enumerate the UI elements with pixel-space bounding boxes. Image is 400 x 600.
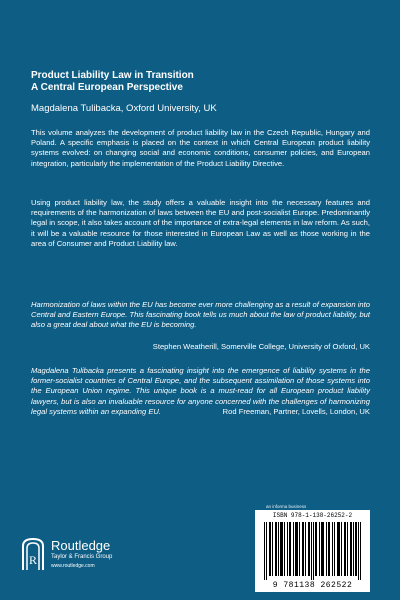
svg-text:R: R [29,553,38,567]
publisher-url: www.routledge.com [51,563,95,569]
description-paragraph-1: This volume analyzes the development of product liability law in the Czech Republic, Hungary and Poland. A specific emphasis is placed on the context in which Central European product liability systems evolved: on changing social and economic conditions, consumer policies, and European integration, particularly the implementation of the Product Liability Directive. [31,128,370,168]
book-title: Product Liability Law in Transition [31,70,194,81]
review-quote-2: Magdalena Tulibacka presents a fascinating insight into the emergence of liability systems in the former-socialist countries of Central Europe, and the subsequent assimilation of those systems into the European Union regime. This unique book is a must-read for all European product liability lawyers, but is also an invaluable resource for anyone concerned with the challenges of harmonizing legal systems within an expanding EU. [31,366,370,416]
barcode-icon [264,522,361,580]
isbn-label: ISBN 978-1-138-26252-2 [272,512,353,519]
description-paragraph-2: Using product liability law, the study offers a valuable insight into the necessary features and requirements of the harmonization of laws between the EU and post-socialist Europe. Predominantly legal in scope, it also takes account of the importance of extra-legal elements in law reform. As such, it will be a valuable resource for those interested in European Law as well as those working in the area of Consumer and Product Liability law. [31,198,370,248]
title-block [31,70,371,94]
review-quote-1: Harmonization of laws within the EU has become ever more challenging as a result of expansion into Central and Eastern Europe. This fascinating book tells us much about the law of product liability, but also a great deal about what the EU is becoming. [31,300,370,330]
barcode-panel [255,510,370,592]
review-attribution-2: Rod Freeman, Partner, Lovells, London, UK [222,407,370,416]
publisher-name: Routledge [51,538,111,553]
routledge-logo-icon [20,537,46,571]
review-attribution-1: Stephen Weatherill, Somerville College, University of Oxford, UK [152,342,370,351]
barcode-digits: 9 781138 262522 [272,581,353,590]
informa-tag: an informa business [266,504,307,509]
book-subtitle: A Central European Perspective [31,82,183,93]
book-author: Magdalena Tulibacka, Oxford University, UK [31,103,217,114]
publisher-group: Taylor & Francis Group [51,554,113,560]
